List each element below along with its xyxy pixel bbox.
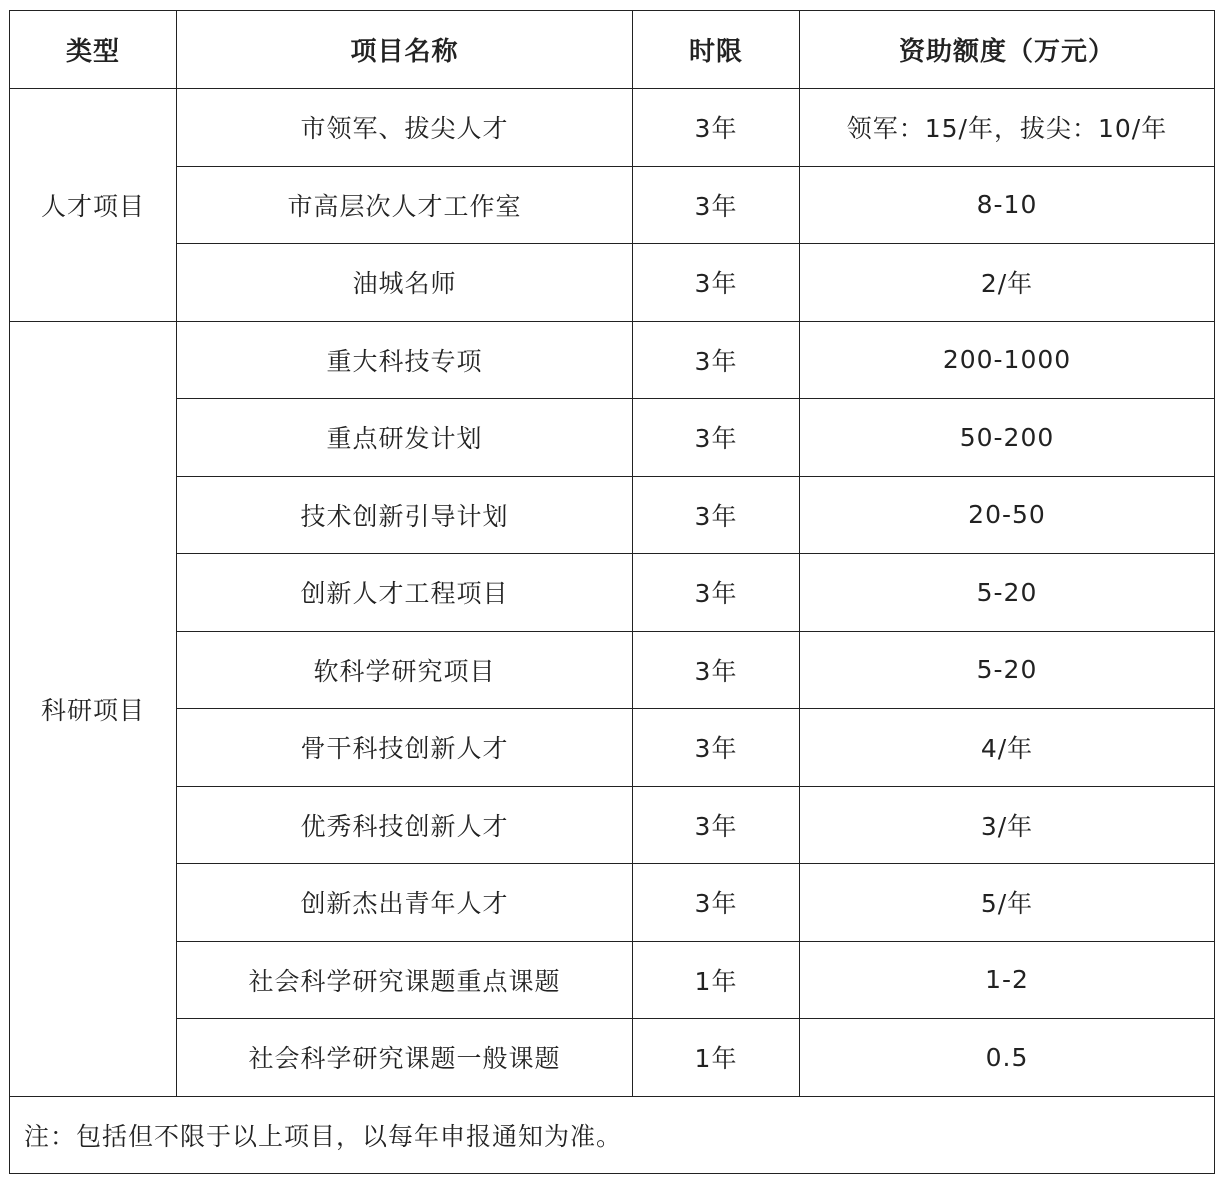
- project-term: 3年: [633, 89, 800, 167]
- table-note: 注：包括但不限于以上项目，以每年申报通知为准。: [10, 1096, 1215, 1173]
- project-term: 3年: [633, 399, 800, 477]
- project-name: 软科学研究项目: [177, 631, 633, 709]
- project-term: 3年: [633, 244, 800, 322]
- project-name: 市领军、拔尖人才: [177, 89, 633, 167]
- table-row: [10, 864, 1215, 942]
- table-row: [10, 321, 1215, 399]
- project-amount: 4/年: [800, 709, 1215, 787]
- project-name: 重点研发计划: [177, 399, 633, 477]
- project-amount: 200-1000: [800, 321, 1215, 399]
- project-amount: 2/年: [800, 244, 1215, 322]
- project-term: 3年: [633, 864, 800, 942]
- project-amount: 1-2: [800, 941, 1215, 1019]
- project-amount: 领军：15/年，拔尖：10/年: [800, 89, 1215, 167]
- project-name: 技术创新引导计划: [177, 476, 633, 554]
- project-name: 骨干科技创新人才: [177, 709, 633, 787]
- header-funding-amount: 资助额度（万元）: [800, 11, 1215, 89]
- funding-table: [9, 10, 1215, 1174]
- project-name: 创新杰出青年人才: [177, 864, 633, 942]
- header-row: [10, 11, 1215, 89]
- table-row: [10, 786, 1215, 864]
- table-row: [10, 399, 1215, 477]
- note-row: [10, 1096, 1215, 1173]
- project-amount: 5-20: [800, 631, 1215, 709]
- table-row: [10, 1019, 1215, 1097]
- project-term: 1年: [633, 1019, 800, 1097]
- table-row: [10, 166, 1215, 244]
- project-name: 创新人才工程项目: [177, 554, 633, 632]
- table-row: [10, 476, 1215, 554]
- table-row: [10, 631, 1215, 709]
- header-project-name: 项目名称: [177, 11, 633, 89]
- project-term: 1年: [633, 941, 800, 1019]
- project-name: 油城名师: [177, 244, 633, 322]
- project-amount: 5/年: [800, 864, 1215, 942]
- project-name: 重大科技专项: [177, 321, 633, 399]
- table-row: [10, 709, 1215, 787]
- project-term: 3年: [633, 554, 800, 632]
- project-amount: 20-50: [800, 476, 1215, 554]
- table-row: [10, 89, 1215, 167]
- project-amount: 3/年: [800, 786, 1215, 864]
- project-name: 社会科学研究课题一般课题: [177, 1019, 633, 1097]
- project-name: 优秀科技创新人才: [177, 786, 633, 864]
- project-amount: 5-20: [800, 554, 1215, 632]
- table-row: [10, 244, 1215, 322]
- project-term: 3年: [633, 476, 800, 554]
- group-research: 科研项目: [10, 321, 177, 1096]
- table-row: [10, 554, 1215, 632]
- project-term: 3年: [633, 166, 800, 244]
- header-term: 时限: [633, 11, 800, 89]
- project-name: 市高层次人才工作室: [177, 166, 633, 244]
- funding-table-container: [9, 10, 1214, 1174]
- header-type: 类型: [10, 11, 177, 89]
- table-row: [10, 941, 1215, 1019]
- project-name: 社会科学研究课题重点课题: [177, 941, 633, 1019]
- project-amount: 8-10: [800, 166, 1215, 244]
- project-term: 3年: [633, 321, 800, 399]
- project-term: 3年: [633, 709, 800, 787]
- project-amount: 50-200: [800, 399, 1215, 477]
- project-term: 3年: [633, 631, 800, 709]
- project-amount: 0.5: [800, 1019, 1215, 1097]
- group-talent: 人才项目: [10, 89, 177, 322]
- project-term: 3年: [633, 786, 800, 864]
